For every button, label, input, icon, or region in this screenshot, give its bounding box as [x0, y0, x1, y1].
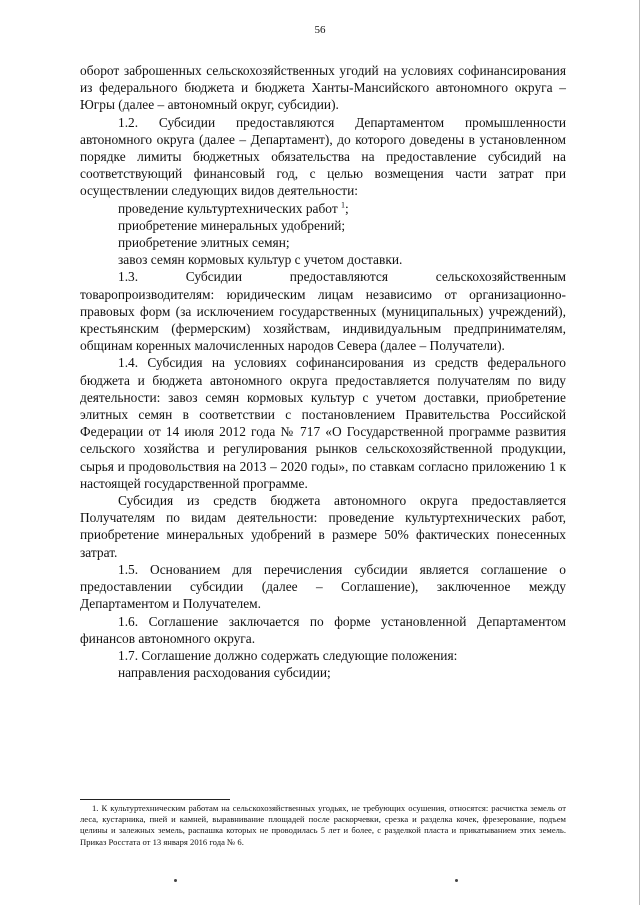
list-item-fertilizers: приобретение минеральных удобрений;: [118, 217, 346, 233]
paragraph-1-2: 1.2. Субсидии предоставляются Департаментом промышленности автономного округа (далее – Департамент), до которого доведены в установленном порядке лимиты бюджетных обязательства на предоставление субсидий на соответствующий финансовый год, с целью возмещения части затрат при осуществлении следующих видов деятельности:: [80, 114, 566, 199]
footnote-ref: 1: [341, 200, 346, 210]
document-body: [80, 62, 566, 681]
list-item-fodder-seeds: завоз семян кормовых культур с учетом доставки.: [118, 252, 403, 268]
list-item-text: проведение культуртехнических работ: [118, 200, 338, 216]
page-number: 56: [314, 24, 326, 36]
footnote: 1. К культуртехническим работам на сельскохозяйственных угодьях, не требующих осушения, относятся: расчистка земель от леса, кустарника, пней и камней, выравнивание площадей после раскорчевки, срезка и разделка кочек, фрезерование, подъем целины и залежных земель, распашка которых не проводилась 5 лет и более, с разделкой пласта и прикатыванием этих земель. Приказ Росстата от 13 января 2016 года № 6.: [80, 803, 566, 847]
paragraph-1-3: 1.3. Субсидии предоставляются сельскохозяйственным товаропроизводителям: юридическим лицам независимо от организационно-правовых форм (за исключением государственных (муниципальных) учреждений), крестьянским (фермерским) хозяйствам, индивидуальным предпринимателям, общинам коренных малочисленных народов Севера (далее – Получатели).: [80, 269, 566, 354]
list-item-elite-seeds: приобретение элитных семян;: [118, 235, 290, 251]
footnote-separator: [80, 799, 230, 800]
list-item-tail: ;: [345, 200, 349, 216]
paragraph-subsidy-budget: Субсидия из средств бюджета автономного округа предоставляется Получателям по видам деятельности: проведение культуртехнических работ, приобретение минеральных удобрений в размере 50% фактических понесенных затрат.: [80, 493, 566, 560]
paragraph-1-5: 1.5. Основанием для перечисления субсидии является соглашение о предоставлении субсидии (далее – Соглашение), заключенное между Департаментом и Получателем.: [80, 561, 566, 612]
paragraph-continuation: оборот заброшенных сельскохозяйственных угодий на условиях софинансирования из федерального бюджета и бюджета Ханты-Мансийского автономного округа – Югры (далее – автономный округ, субсидии).: [80, 63, 566, 113]
scan-speck: [455, 879, 458, 882]
list-item-cultural-works: [80, 200, 566, 217]
paragraph-1-6: 1.6. Соглашение заключается по форме установленной Департаментом финансов автономного округа.: [80, 613, 566, 646]
paragraph-1-7: 1.7. Соглашение должно содержать следующие положения:: [118, 647, 458, 663]
paragraph-1-4: 1.4. Субсидия на условиях софинансирования из средств федерального бюджета и бюджета автономного округа предоставляется получателям по виду деятельности: завоз семян кормовых культур с учетом доставки, приобретение элитных семян в соответствии с постановлением Правительства Российской Федерации от 14 июля 2012 года № 717 «О Государственной программе развития сельского хозяйства и регулирования рынков сельскохозяйственной продукции, сырья и продовольствия на 2013 – 2020 годы», по ставкам согласно приложению 1 к настоящей государственной программе.: [80, 355, 566, 491]
scan-speck: [174, 879, 177, 882]
list-item-directions: направления расходования субсидии;: [118, 665, 331, 681]
